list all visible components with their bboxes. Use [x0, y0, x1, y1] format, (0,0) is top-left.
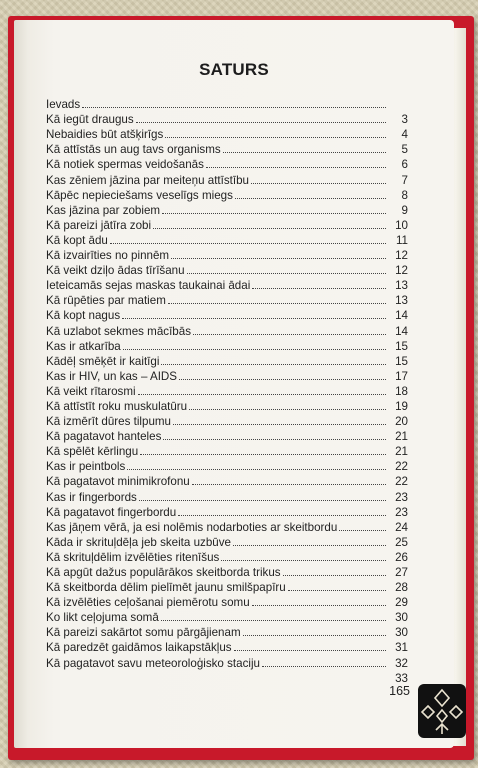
toc-row	[46, 111, 408, 126]
toc-row	[46, 534, 408, 549]
toc-leader	[136, 122, 386, 123]
toc-title: Kāda ir skrituļdēļa jeb skeita uzbūve	[46, 535, 231, 549]
toc-title: Kā pagatavot minimikrofonu	[46, 475, 190, 489]
toc-leader	[122, 318, 386, 319]
toc-page-number: 18	[395, 384, 408, 398]
toc-title: Kā kopt ādu	[46, 233, 108, 247]
toc-leader	[82, 107, 386, 108]
toc-leader	[252, 605, 386, 606]
toc-page-number: 9	[401, 203, 408, 217]
toc-leader	[171, 258, 386, 259]
toc-row	[46, 443, 408, 458]
toc-leader	[163, 439, 386, 440]
toc-leader	[233, 545, 386, 546]
toc-page-number: 33	[395, 671, 408, 685]
toc-page-number: 22	[395, 475, 408, 489]
toc-page-number: 12	[395, 249, 408, 263]
toc-row	[46, 307, 408, 322]
toc-row	[46, 473, 408, 488]
toc-leader	[179, 379, 386, 380]
toc-page-number: 32	[395, 656, 408, 670]
toc-leader	[243, 635, 386, 636]
toc-row	[46, 549, 408, 564]
toc-title: Kā pareizi sakārtot somu pārgājienam	[46, 626, 241, 640]
toc-title: Kā izvēlēties ceļošanai piemērotu somu	[46, 596, 250, 610]
toc-row	[46, 609, 408, 624]
toc-title: Ievads	[46, 98, 81, 112]
toc-page-number: 14	[395, 309, 408, 323]
toc-page-number: 19	[395, 399, 408, 413]
toc-page-number: 13	[395, 294, 408, 308]
toc-page-number: 4	[401, 128, 408, 142]
toc-title: Kā veikt dziļo ādas tīrīšanu	[46, 264, 185, 278]
toc-page-number: 13	[395, 279, 408, 293]
toc-leader	[192, 484, 386, 485]
toc-page-number: 3	[401, 113, 408, 127]
toc-row	[46, 670, 408, 685]
toc-leader	[252, 288, 386, 289]
toc-leader	[168, 303, 386, 304]
toc-page-number: 14	[395, 324, 408, 338]
toc-page-number: 20	[395, 415, 408, 429]
toc-page-number: 10	[395, 218, 408, 232]
toc-row	[46, 277, 408, 292]
toc-leader	[262, 666, 386, 667]
toc-row	[46, 519, 408, 534]
toc-title: Kā skrituļdēlim izvēlēties ritenīšus	[46, 550, 220, 564]
toc-title: Kā izvairīties no pinnēm	[46, 249, 170, 263]
toc-leader	[161, 620, 386, 621]
toc-row	[46, 504, 408, 519]
toc-leader	[162, 213, 386, 214]
toc-page-number: 24	[395, 520, 408, 534]
toc-page-number: 15	[395, 339, 408, 353]
toc-page-number: 5	[401, 143, 408, 157]
toc-page-number: 30	[395, 626, 408, 640]
toc-page-number: 26	[395, 550, 408, 564]
toc-page-number: 31	[395, 641, 408, 655]
toc-page-number: 29	[395, 596, 408, 610]
toc-row	[46, 624, 408, 639]
toc-leader	[193, 334, 386, 335]
toc-title: Kā skeitborda dēlim pielīmēt jaunu smilšpapīru	[46, 581, 286, 595]
toc-leader	[189, 409, 386, 410]
toc-leader	[251, 183, 386, 184]
toc-leader	[178, 515, 386, 516]
toc-leader	[139, 500, 386, 501]
toc-row	[46, 292, 408, 307]
toc-row	[46, 156, 408, 171]
toc-page-number: 23	[395, 505, 408, 519]
toc-page-number: 17	[395, 369, 408, 383]
toc-row	[46, 398, 408, 413]
toc-row	[46, 458, 408, 473]
toc-page-number: 15	[395, 354, 408, 368]
toc-row	[46, 383, 408, 398]
toc-title: Kā apgūt dažus populārākos skeitborda trikus	[46, 566, 281, 579]
toc-title: Kā attīstīt roku muskulatūru	[46, 399, 188, 413]
toc-row	[46, 202, 408, 217]
toc-title: Kā kopt nagus	[46, 309, 121, 323]
toc-row	[46, 488, 408, 503]
toc-title: Kā spēlēt kērlingu	[46, 445, 139, 459]
toc-title: Kā paredzēt gaidāmos laikapstākļus	[46, 641, 232, 655]
toc-leader	[221, 560, 386, 561]
toc-leader	[138, 394, 386, 395]
toc-page-number: 8	[401, 188, 408, 202]
toc-title: Kā pagatavot fingerbordu	[46, 505, 177, 519]
toc-row	[46, 564, 408, 579]
toc-row	[46, 232, 408, 247]
page-number: 165	[389, 684, 410, 698]
toc-leader	[161, 364, 386, 365]
toc-page-number: 21	[395, 445, 408, 459]
toc-leader	[110, 243, 386, 244]
toc-row	[46, 96, 408, 111]
toc-title: Kā uzlabot sekmes mācībās	[46, 324, 191, 338]
toc-page-number: 12	[395, 264, 408, 278]
toc-page-number: 22	[395, 460, 408, 474]
toc-title: Kas ir HIV, un kas – AIDS	[46, 369, 178, 383]
toc-title: Kas zēniem jāzina par meiteņu attīstību	[46, 173, 249, 187]
toc-title: Kā rūpēties par matiem	[46, 294, 166, 308]
toc-row	[46, 428, 408, 443]
toc-title: Kas ir fingerbords	[46, 490, 137, 504]
toc-page-number: 11	[395, 233, 408, 247]
toc-leader	[223, 152, 386, 153]
toc-title: Kas ir atkarība	[46, 339, 121, 353]
toc-title: Kas ir peintbols	[46, 460, 126, 474]
toc-row	[46, 654, 408, 669]
toc-row	[46, 338, 408, 353]
toc-row	[46, 579, 408, 594]
toc-title: Ieteicamās sejas maskas taukainai ādai	[46, 279, 251, 293]
toc-leader	[339, 530, 386, 531]
toc-title: Kādēļ smēķēt ir kaitīgi	[46, 354, 160, 368]
toc-leader	[234, 650, 386, 651]
watermark-logo	[418, 684, 466, 738]
toc-title: Kā notiek spermas veidošanās	[46, 158, 204, 172]
toc-page-number: 25	[395, 535, 408, 549]
toc-leader	[235, 198, 386, 199]
toc-row	[46, 141, 408, 156]
toc-row	[46, 247, 408, 262]
toc-row	[46, 353, 408, 368]
book-page	[14, 20, 454, 748]
toc-page-number: 7	[401, 173, 408, 187]
toc-leader	[283, 575, 386, 576]
toc-leader	[206, 167, 386, 168]
toc-row	[46, 171, 408, 186]
toc-row	[46, 368, 408, 383]
toc-leader	[173, 424, 386, 425]
toc-row	[46, 594, 408, 609]
toc-title: Nebaidies būt atšķirīgs	[46, 128, 164, 142]
toc-page-number: 6	[401, 158, 408, 172]
toc-title: Kā pareizi jātīra zobi	[46, 218, 152, 232]
toc-page-number: 27	[395, 566, 408, 579]
toc-title: Kā izmērīt dūres tilpumu	[46, 415, 172, 429]
toc-row	[46, 413, 408, 428]
toc-row	[46, 217, 408, 232]
toc-leader	[187, 273, 386, 274]
toc-row	[46, 322, 408, 337]
toc-page-number: 30	[395, 611, 408, 625]
toc-title: Kas jāzina par zobiem	[46, 203, 161, 217]
toc-row	[46, 187, 408, 202]
toc-row	[46, 126, 408, 141]
toc-title: Kāpēc nepieciešams veselīgs miegs	[46, 188, 233, 202]
toc-leader	[165, 137, 386, 138]
diamond-icon	[418, 684, 466, 738]
toc-leader	[127, 469, 386, 470]
toc-page-number: 23	[395, 490, 408, 504]
toc-leader	[153, 228, 386, 229]
toc-page-number: 28	[395, 581, 408, 595]
page-title: SATURS	[199, 60, 269, 79]
toc-row	[46, 262, 408, 277]
toc-leader	[288, 590, 386, 591]
toc-title: Kā pagatavot savu meteoroloģisko staciju	[46, 656, 260, 670]
table-of-contents	[46, 96, 408, 685]
toc-title: Kā iegūt draugus	[46, 113, 134, 127]
toc-leader	[123, 349, 386, 350]
toc-title: Kā attīstās un aug tavs organisms	[46, 143, 221, 157]
toc-row	[46, 639, 408, 654]
toc-title: Kas jāņem vērā, ja esi nolēmis nodarboties ar skeitbordu	[46, 520, 338, 534]
toc-page-number: 21	[395, 430, 408, 444]
toc-leader	[140, 454, 386, 455]
toc-title: Kā veikt rītarosmi	[46, 384, 136, 398]
toc-title: Ko likt ceļojuma somā	[46, 611, 159, 625]
toc-title: Kā pagatavot hanteles	[46, 430, 162, 444]
